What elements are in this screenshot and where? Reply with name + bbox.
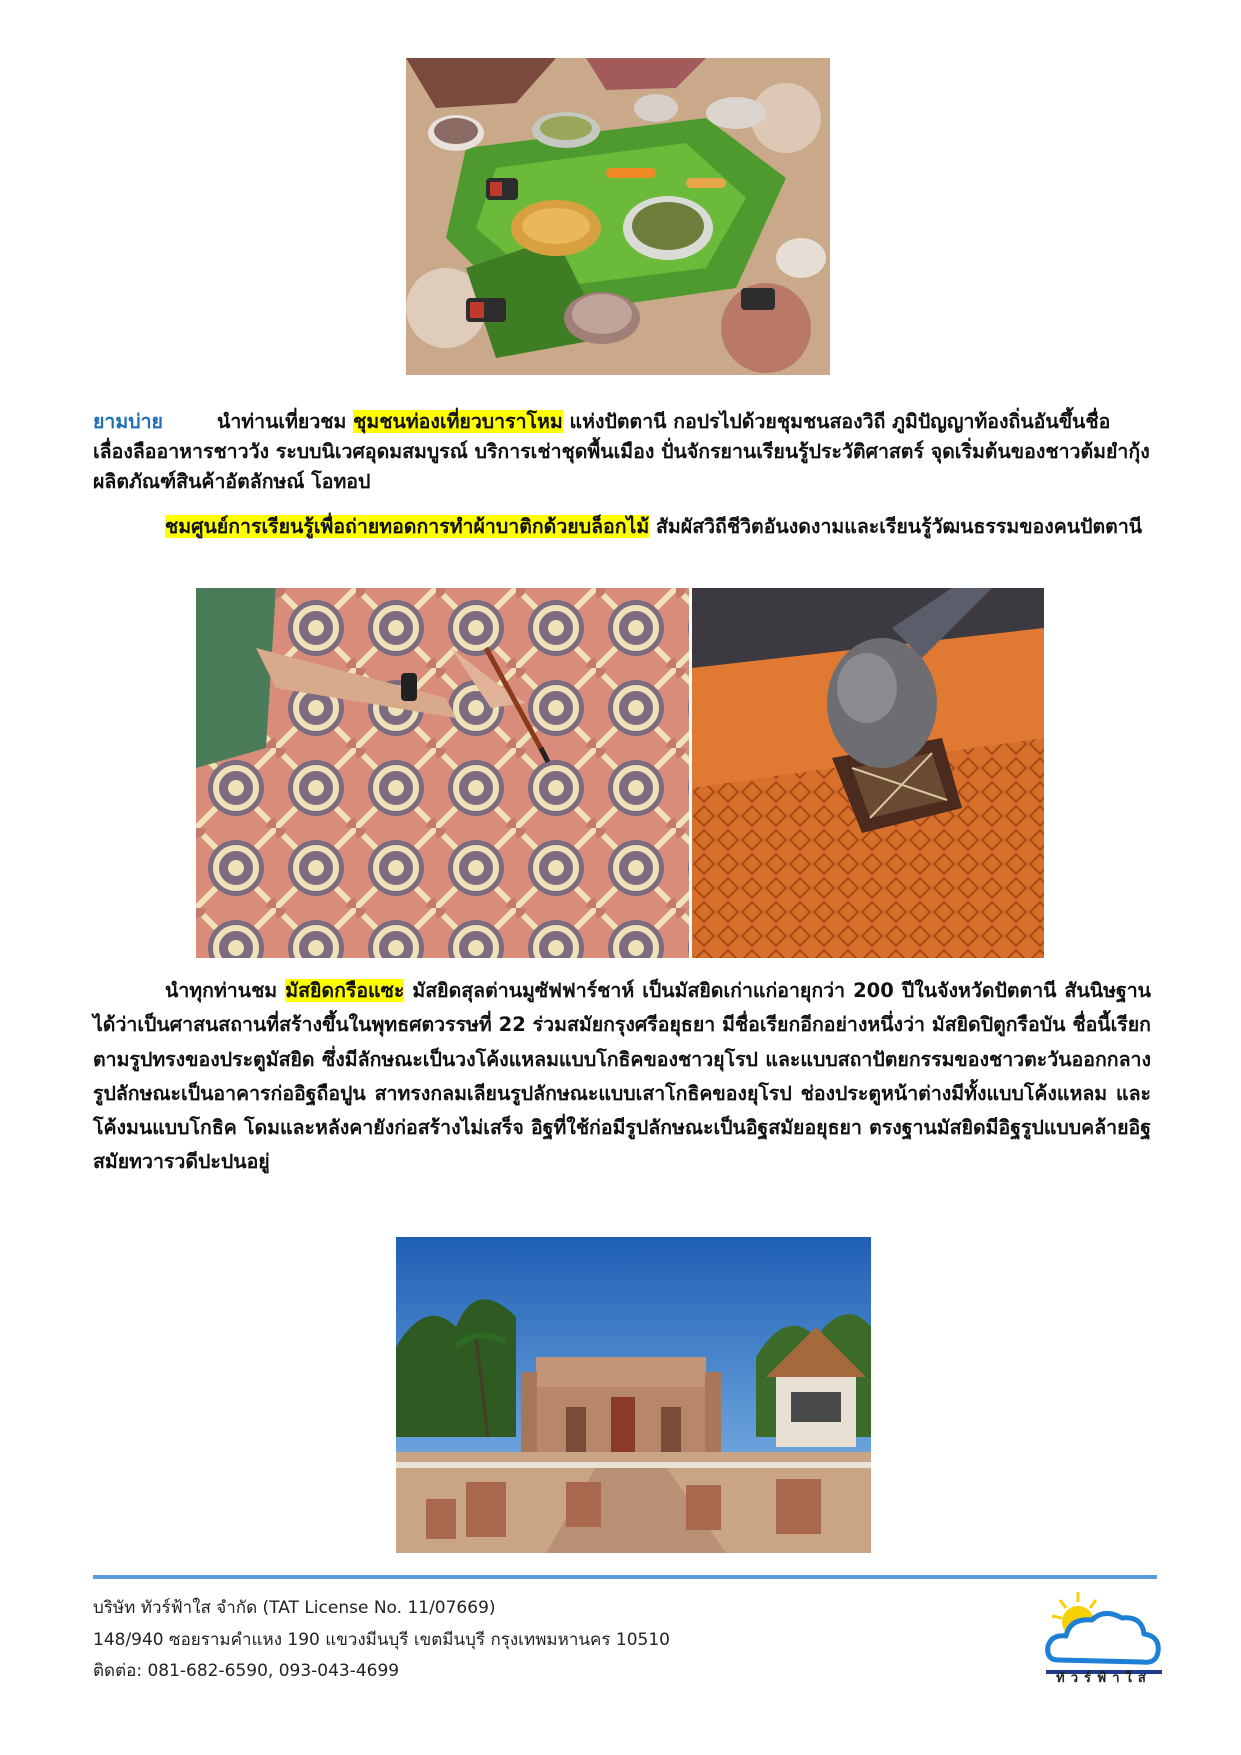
batik-text-after: สัมผัสวิถีชีวิตอันงดงามและเรียนรู้วัฒนธรรมของคนปัตตานี: [649, 515, 1143, 538]
afternoon-paragraph: [93, 407, 1151, 497]
logo-caption: ทัวร์ฟ้าใส: [1056, 1671, 1152, 1686]
footer-company: บริษัท ทัวร์ฟ้าใส จำกัด (TAT License No. 11/07669): [93, 1598, 496, 1618]
mosque-paragraph: [93, 974, 1151, 1180]
krue-se-mosque-photo: [396, 1237, 871, 1553]
batik-center-highlight: ชมศูนย์การเรียนรู้เพื่อถ่ายทอดการทำผ้าบาติกด้วยบล็อกไม้: [165, 515, 650, 538]
krue-se-mosque-highlight: มัสยิดกรือแซะ: [285, 979, 405, 1002]
mosque-text-after: มัสยิดสุลต่านมูซัฟฟาร์ชาห์ เป็นมัสยิดเก่าแก่อายุกว่า 200 ปีในจังหวัดปัตตานี สันนิษฐานได้ว่าเป็นศาสนสถานที่สร้างขึ้นในพุทธศตวรรษที่ 22 ร่วมสมัยกรุงศรีอยุธยา มีชื่อเรียกอีกอย่างหนึ่งว่า มัสยิดปิตูกรือบัน ชื่อนี้เรียกตามรูปทรงของประตูมัสยิด ซึ่งมีลักษณะเป็นวงโค้งแหลมแบบโกธิคของชาวยุโรป และแบบสถาปัตยกรรมของชาวตะวันออกกลาง รูปลักษณะเป็นอาคารก่ออิฐถือปูน สาทรงกลมเลียนรูปลักษณะแบบเสาโกธิคของยุโรป ช่องประตูหน้าต่างมีทั้งแบบโค้งแหลม และโค้งมนแบบโกธิค โดมและหลังคายังก่อสร้างไม่เสร็จ อิฐที่ใช้ก่อมีรูปลักษณะเป็นอิฐสมัยอยุธยา ตรงฐานมัสยิดมีอิฐรูปแบบคล้ายอิฐสมัยทวารวดีปะปนอยู่: [93, 979, 1152, 1174]
food-photo: [406, 58, 830, 375]
footer-divider: [93, 1575, 1157, 1579]
barahom-community-highlight: ชุมชนท่องเที่ยวบาราโหม: [353, 410, 563, 433]
footer-contact: ติดต่อ: 081-682-6590, 093-043-4699: [93, 1661, 400, 1681]
footer-address: 148/940 ซอยรามคำแหง 190 แขวงมีนบุรี เขตมีนบุรี กรุงเทพมหานคร 10510: [93, 1630, 670, 1650]
afternoon-label: ยามบ่าย: [93, 410, 163, 433]
batik-painting-photo: [196, 588, 689, 958]
afternoon-text-after: แห่งปัตตานี กอปรไปด้วยชุมชนสองวิถี ภูมิปัญญาท้องถิ่นอันขึ้นชื่อ เลื่องลืออาหารชาววัง ระบบนิเวศอุดมสมบูรณ์ บริการเช่าชุดพื้นเมือง ปั่นจักรยานเรียนรู้ประวัติศาสตร์ จุดเริ่มต้นของชาวต้มยำกุ้ง ผลิตภัณฑ์สินค้าอัตลักษณ์ โอทอป: [93, 410, 1150, 493]
batik-paragraph: [93, 512, 1151, 542]
mosque-text-before: นำทุกท่านชม: [165, 979, 286, 1002]
wooden-block-batik-photo: [692, 588, 1044, 958]
afternoon-text-before: นำท่านเที่ยวชม: [216, 410, 354, 433]
